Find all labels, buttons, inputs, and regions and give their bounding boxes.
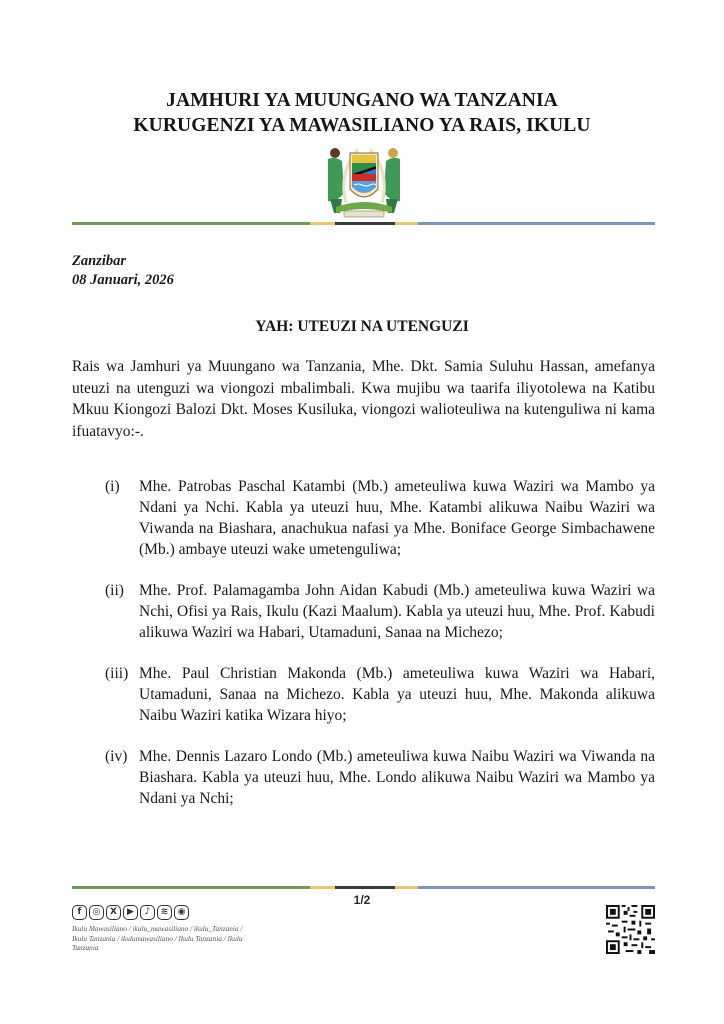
list-item-text: Mhe. Prof. Palamagamba John Aidan Kabudi (Mb.) ameteuliwa kuwa Waziri wa Nchi, Ofisi ya Rais, Ikulu (Kazi Maalum). Kabla ya uteuzi huu, Mhe. Prof. Kabudi alikuwa Waziri wa Habari, Utamaduni, Sanaa na Michezo; bbox=[139, 582, 655, 641]
list-item bbox=[72, 663, 655, 726]
divider-black-segment bbox=[335, 222, 395, 225]
list-item-number: (iii) bbox=[105, 665, 129, 682]
divider-green-segment bbox=[72, 222, 310, 225]
footer-divider bbox=[72, 886, 655, 889]
list-item-text: Mhe. Paul Christian Makonda (Mb.) ameteuliwa kuwa Waziri wa Habari, Utamaduni, Sanaa na Michezo. Kabla ya uteuzi huu, Mhe. Makonda alikuwa Naibu Waziri katika Wizara hiyo; bbox=[139, 665, 655, 724]
divider-yellow-segment bbox=[395, 222, 418, 225]
youtube-icon[interactable]: ▶ bbox=[123, 905, 138, 920]
instagram-icon[interactable]: ◎ bbox=[89, 905, 104, 920]
appointments-list bbox=[72, 476, 655, 829]
divider-green-segment bbox=[72, 886, 310, 889]
divider-black-segment bbox=[335, 886, 395, 889]
letterhead-line-2: KURUGENZI YA MAWASILIANO YA RAIS, IKULU bbox=[133, 115, 591, 136]
letterhead-line-1: JAMHURI YA MUUNGANO WA TANZANIA bbox=[166, 90, 558, 111]
divider-blue-segment bbox=[418, 886, 655, 889]
qr-code-icon[interactable] bbox=[606, 905, 655, 954]
social-icons bbox=[72, 905, 189, 920]
list-item-text: Mhe. Dennis Lazaro Londo (Mb.) ameteuliwa kuwa Naibu Waziri wa Viwanda na Biashara. Kabla ya uteuzi huu, Mhe. Londo alikuwa Naibu Waziri wa Mambo ya Ndani ya Nchi; bbox=[139, 748, 655, 807]
spotify-icon[interactable]: ≋ bbox=[157, 905, 172, 920]
tiktok-icon[interactable]: ♪ bbox=[140, 905, 155, 920]
subject-heading: YAH: UTEUZI NA UTENGUZI bbox=[255, 318, 469, 335]
divider-yellow-segment bbox=[310, 222, 335, 225]
list-item bbox=[72, 746, 655, 809]
divider-blue-segment bbox=[418, 222, 655, 225]
list-item-number: (iv) bbox=[105, 748, 128, 765]
list-item-text: Mhe. Patrobas Paschal Katambi (Mb.) ameteuliwa kuwa Waziri wa Mambo ya Ndani ya Nchi. Kabla ya uteuzi huu, Mhe. Katambi alikuwa Naibu Waziri wa Viwanda na Biashara, anachukua nafasi ya Mhe. Boniface George Simbachawene (Mb.) ambaye uteuzi wake umetenguliwa; bbox=[139, 478, 655, 558]
list-item bbox=[72, 580, 655, 643]
header-divider bbox=[72, 222, 655, 225]
divider-yellow-segment bbox=[395, 886, 418, 889]
social-handles: Ikulu Mawasiliano / ikulu_mawasiliano / ikulu_Tanzania / Ikulu Tanzania / ikulumawasiliano / Ikulu Tanzania / Ikulu Tanzania bbox=[72, 924, 243, 952]
x-icon[interactable]: X bbox=[106, 905, 121, 920]
place: Zanzibar bbox=[72, 253, 126, 269]
date: 08 Januari, 2026 bbox=[72, 272, 174, 288]
facebook-icon[interactable]: f bbox=[72, 905, 87, 920]
podcasts-icon[interactable]: ◉ bbox=[174, 905, 189, 920]
page-number: 1/2 bbox=[353, 893, 371, 907]
place-and-date bbox=[72, 252, 174, 290]
list-item bbox=[72, 476, 655, 560]
letterhead bbox=[0, 88, 724, 138]
tanzania-coat-of-arms-icon bbox=[318, 143, 410, 219]
list-item-number: (ii) bbox=[105, 582, 124, 599]
list-item-number: (i) bbox=[105, 478, 120, 495]
intro-paragraph: Rais wa Jamhuri ya Muungano wa Tanzania, Mhe. Dkt. Samia Suluhu Hassan, amefanya uteuzi na utenguzi wa viongozi mbalimbali. Kwa mujibu wa taarifa iliyotolewa na Katibu Mkuu Kiongozi Balozi Dkt. Moses Kusiluka, viongozi walioteuliwa na kutenguliwa ni kama ifuatavyo:-. bbox=[72, 358, 655, 440]
divider-yellow-segment bbox=[310, 886, 335, 889]
